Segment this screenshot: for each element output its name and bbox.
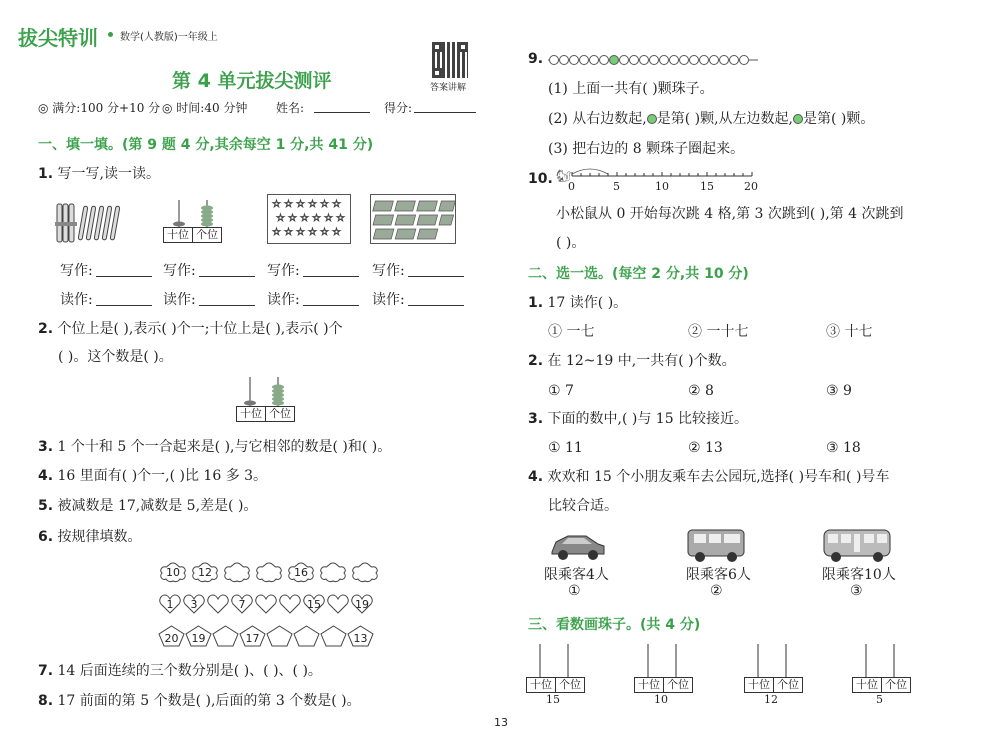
tick-label: 20 [744,180,758,193]
q8-number: 8. [38,693,54,709]
heart-cell[interactable]: 1 [158,593,182,615]
option[interactable]: ③ 9 [826,383,852,399]
place-label: 十位 个位 [634,677,693,693]
flower-row [158,561,380,583]
heart-cell[interactable] [254,593,278,615]
q7-text: 14 后面连续的三个数分别是( )、( )、( )。 [57,663,322,679]
write-label-3: 写作: [267,263,300,279]
bus-image [822,526,892,568]
q3-text: 1 个十和 5 个一合起来是( ),与它相邻的数是( )和( )。 [57,439,392,455]
pentagon-cell[interactable]: 13 [347,625,374,647]
heart-cell[interactable] [206,593,230,615]
read-label-2: 读作: [163,292,196,308]
page-title: 第 4 单元拔尖测评 [172,70,332,92]
svg-text:☆: ☆ [288,213,297,224]
bead-string-image [548,52,758,66]
svg-text:☆: ☆ [312,213,321,224]
s2-q4-line2: 比较合适。 [548,498,618,514]
green-bead-icon [647,114,657,124]
q2 [38,320,343,338]
svg-text:☆: ☆ [332,199,341,210]
svg-text:☆: ☆ [308,227,317,238]
q10-number: 10. [528,171,553,187]
svg-text:☆: ☆ [336,213,345,224]
ones-label: 个位 [269,407,291,420]
tick-label: 15 [700,180,714,193]
van-label: 限乘客6人 [686,567,751,583]
car-image [548,526,606,566]
svg-text:☆: ☆ [320,199,329,210]
q9-sub1: (1) 上面一共有( )颗珠子。 [548,81,714,97]
flower-cell[interactable] [254,561,284,583]
option[interactable]: ③ 18 [826,440,861,456]
abacus-number: 5 [876,693,883,706]
empty-abacus[interactable] [526,642,582,706]
q3-number: 3. [38,439,54,455]
q10-line1: 小松鼠从 0 开始每次跳 4 格,第 3 次跳到( ),第 4 次跳到 [556,206,904,222]
write-label-1: 写作: [60,263,93,279]
q9-sub2-a: (2) 从右边数起, [548,111,647,127]
svg-text:☆: ☆ [276,213,285,224]
flower-cell[interactable] [222,561,252,583]
subject-label: 数学(人教版)一年级上 [120,32,218,43]
car-number[interactable]: ① [568,583,581,599]
heart-cell[interactable]: 3 [182,593,206,615]
svg-text:☆: ☆ [272,199,281,210]
q9-number: 9. [528,51,544,67]
q6 [38,528,142,546]
sticks-bundle-image [55,200,125,244]
number-line [556,166,756,196]
svg-text:☆: ☆ [284,199,293,210]
flower-cell[interactable]: 10 [158,561,188,583]
s2-q3: 3. 下面的数中,( )与 15 比较接近。 [528,411,749,427]
q2-number: 2. [38,321,54,337]
q4-number: 4. [38,468,54,484]
read-label-3: 读作: [267,292,300,308]
pentagon-cell[interactable]: 19 [185,625,212,647]
write-label-4: 写作: [372,263,405,279]
bullet-dot [108,32,113,37]
brand-logo: 拔尖特训 [18,26,98,50]
pentagon-cell[interactable] [320,625,347,647]
abacus-place-label [163,227,222,243]
name-label: 姓名: [276,101,305,115]
score-label: 得分: [384,101,413,115]
page-number: 13 [494,716,508,729]
q6-number: 6. [38,529,54,545]
car-label: 限乘客4人 [544,567,609,583]
abacus-number: 10 [654,693,668,706]
q9-sub2-c: 是第( )颗。 [803,111,875,127]
heart-cell[interactable]: 19 [350,593,374,615]
bus-label: 限乘客10人 [822,567,896,583]
read-label-4: 读作: [372,292,405,308]
read-field-2[interactable] [199,305,255,306]
van-number[interactable]: ② [710,583,723,599]
q1-number: 1. [38,166,54,182]
option[interactable]: ① 7 [548,383,574,399]
option[interactable]: ① 一七 [548,324,595,340]
read-field-1[interactable] [96,305,152,306]
svg-text:☆: ☆ [296,227,305,238]
ones-label: 个位 [196,228,218,241]
heart-cell[interactable]: 7 [230,593,254,615]
svg-text:☆: ☆ [332,227,341,238]
q9-sub2 [548,110,874,128]
svg-text:☆: ☆ [324,213,333,224]
flower-cell[interactable] [318,561,348,583]
svg-text:☆: ☆ [284,227,293,238]
q5-number: 5. [38,498,54,514]
tick-label: 10 [655,180,669,193]
van-image [684,526,748,568]
abacus-image [165,198,223,244]
read-label-1: 读作: [60,292,93,308]
qr-code-icon[interactable] [432,42,468,78]
write-field-1[interactable] [96,276,152,277]
score-field[interactable] [414,112,476,113]
place-label: 十位 个位 [526,677,585,693]
bus-number[interactable]: ③ [850,583,863,599]
option[interactable]: ② 一十七 [688,324,749,340]
svg-text:☆: ☆ [296,199,305,210]
heart-cell[interactable] [326,593,350,615]
place-label: 十位 个位 [852,677,911,693]
tick-label: 5 [613,180,620,193]
name-field[interactable] [314,112,370,113]
pentagon-cell[interactable]: 20 [158,625,185,647]
qr-label: 答案讲解 [430,83,467,93]
empty-abacus[interactable] [852,642,908,706]
option[interactable]: ② 13 [688,440,723,456]
place-label: 十位 个位 [744,677,803,693]
write-label-2: 写作: [163,263,196,279]
q4-text: 16 里面有( )个一,( )比 16 多 3。 [57,468,268,484]
pentagon-row [158,625,374,647]
abacus-image-2 [236,375,294,423]
q4 [38,467,267,485]
green-bead-icon [793,114,803,124]
q8 [38,692,361,710]
pentagon-cell[interactable] [212,625,239,647]
svg-text:☆: ☆ [272,227,281,238]
abacus-number: 12 [764,693,778,706]
stars-box [267,194,351,244]
q2-line2: ( )。这个数是( )。 [58,349,173,365]
q3 [38,438,391,456]
q10-line2: ( )。 [556,235,586,251]
section-1-heading: 一、填一填。(第 9 题 4 分,其余每空 1 分,共 41 分) [38,137,374,153]
write-field-4[interactable] [408,276,464,277]
banknotes-box [370,194,456,244]
read-field-4[interactable] [408,305,464,306]
write-field-2[interactable] [199,276,255,277]
q7-number: 7. [38,663,54,679]
write-field-3[interactable] [303,276,359,277]
q9-sub2-b: 是第( )颗,从左边数起, [656,111,794,127]
read-field-3[interactable] [303,305,359,306]
time-limit: ◎ 时间:40 分钟 [162,101,248,115]
pentagon-cell[interactable]: 17 [239,625,266,647]
heart-cell[interactable]: 15 [302,593,326,615]
abacus-2-place-label [236,406,295,422]
svg-text:☆: ☆ [308,199,317,210]
option[interactable]: ② 8 [688,383,714,399]
q7 [38,662,322,680]
tens-label: 十位 [164,228,193,242]
option[interactable]: ③ 十七 [826,324,873,340]
pentagon-cell[interactable] [266,625,293,647]
section-2-heading: 二、选一选。(每空 2 分,共 10 分) [528,266,749,282]
s2-q1: 1. 17 读作( )。 [528,295,628,311]
q2-line1: 个位上是( ),表示( )个一;十位上是( ),表示( )个 [57,321,343,337]
q9-sub3: (3) 把右边的 8 颗珠子圈起来。 [548,141,745,157]
flower-cell[interactable]: 12 [190,561,220,583]
tens-label: 十位 [237,407,266,421]
q8-text: 17 前面的第 5 个数是( ),后面的第 3 个数是( )。 [57,693,361,709]
full-score: ◎ 满分:100 分+10 分 [38,101,161,115]
s2-q2: 2. 在 12~19 中,一共有( )个数。 [528,353,736,369]
empty-abacus[interactable] [634,642,690,706]
q1-text: 写一写,读一读。 [57,166,160,182]
q6-text: 按规律填数。 [57,529,142,545]
q5 [38,497,257,515]
flower-cell[interactable] [350,561,380,583]
section-3-heading: 三、看数画珠子。(共 4 分) [528,617,701,633]
q5-text: 被减数是 17,减数是 5,差是( )。 [57,498,258,514]
abacus-number: 15 [546,693,560,706]
svg-text:☆: ☆ [300,213,309,224]
squirrel-icon: 🐿 [556,169,572,183]
option[interactable]: ① 11 [548,440,583,456]
q1 [38,165,160,183]
tick-label: 0 [568,180,575,193]
heart-row [158,593,374,615]
pentagon-cell[interactable] [293,625,320,647]
flower-cell[interactable]: 16 [286,561,316,583]
svg-text:☆: ☆ [320,227,329,238]
s2-q4: 4. 欢欢和 15 个小朋友乘车去公园玩,选择( )号车和( )号车 [528,469,890,485]
empty-abacus[interactable] [744,642,800,706]
heart-cell[interactable] [278,593,302,615]
